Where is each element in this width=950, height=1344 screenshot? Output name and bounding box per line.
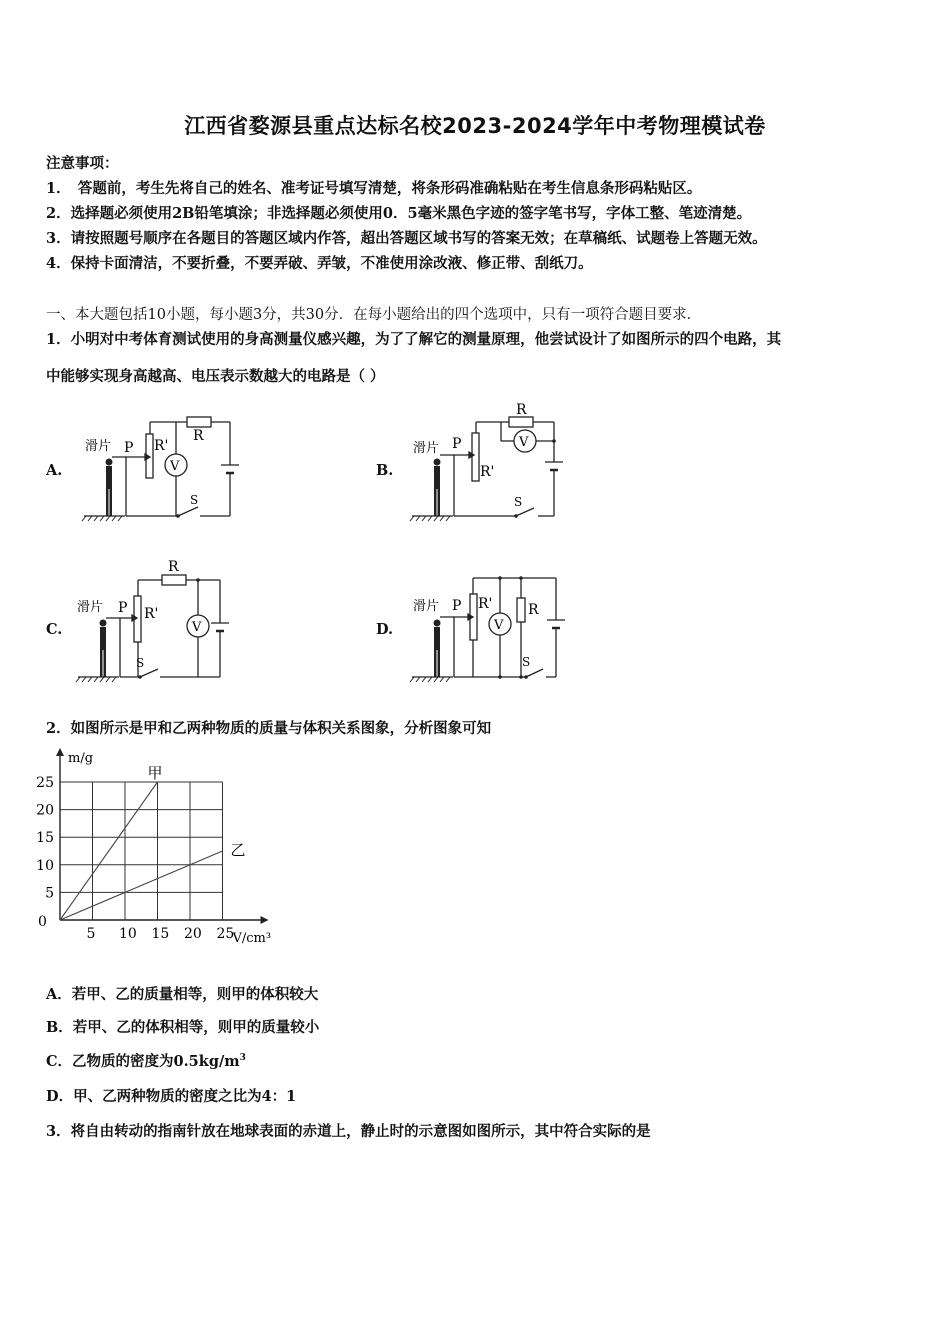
chart-series	[60, 764, 246, 920]
circuit-d-diagram	[408, 570, 578, 684]
y-tick-label: 20	[36, 802, 54, 819]
q3-stem: 3．将自由转动的指南针放在地球表面的赤道上，静止时的示意图如图所示，其中符合实际的是	[46, 1123, 651, 1140]
circuit-a-slider-label: 滑片	[85, 439, 112, 454]
circuit-a-rprime-label: R'	[154, 438, 169, 454]
mass-volume-chart	[36, 742, 300, 952]
circuit-b-diagram	[408, 400, 578, 523]
circuit-b-rprime-label: R'	[480, 464, 495, 480]
q2-choice-a: A．若甲、乙的质量相等，则甲的体积较大	[46, 986, 319, 1003]
circuit-b-r-label: R	[516, 402, 527, 418]
circuit-b-voltmeter-label: V	[519, 435, 529, 450]
chart-grid	[60, 782, 223, 920]
x-tick-label: 20	[184, 926, 202, 942]
notice-item-4: 4．保持卡面清洁，不要折叠，不要弄破、弄皱，不准使用涂改液、修正带、刮纸刀。	[46, 255, 593, 272]
q2-stem: 2．如图所示是甲和乙两种物质的质量与体积关系图象，分析图象可知	[46, 720, 492, 737]
circuit-c-rprime-label: R'	[144, 606, 159, 622]
circuit-d-rprime-label: R'	[478, 596, 493, 612]
circuit-c-voltmeter-label: V	[192, 620, 202, 635]
x-tick-label: 5	[86, 926, 96, 942]
q2-choice-d: D．甲、乙两种物质的密度之比为4：1	[46, 1088, 297, 1105]
x-tick-label: 15	[151, 926, 170, 942]
circuit-d-p-label: P	[452, 598, 462, 614]
x-tick-label: 25	[216, 926, 235, 942]
q1-option-b-label: B.	[376, 462, 394, 479]
circuit-b-slider-label: 滑片	[413, 441, 440, 456]
q1-option-c-label: C.	[46, 621, 63, 638]
x-tick-label: 10	[119, 926, 137, 942]
series-label-yi: 乙	[230, 841, 246, 859]
y-tick-label: 5	[45, 885, 54, 902]
circuit-c-r-label: R	[168, 559, 179, 575]
circuit-a-voltmeter-label: V	[170, 459, 180, 474]
circuit-d-voltmeter-label: V	[494, 618, 504, 633]
circuit-d-slider-label: 滑片	[413, 599, 440, 614]
circuit-d-switch-label: S	[522, 655, 531, 669]
series-label-jia: 甲	[147, 764, 163, 782]
circuit-c-switch-label: S	[136, 656, 145, 670]
y-tick-label: 15	[36, 830, 54, 847]
circuit-b-p-label: P	[452, 436, 462, 452]
circuit-a-r-label: R	[193, 428, 204, 444]
notice-item-1: 1． 答题前，考生先将自己的姓名、准考证号填写清楚，将条形码准确粘贴在考生信息条形码粘贴区。	[46, 180, 702, 197]
y-tick-label: 10	[36, 857, 54, 874]
y-axis-arrow	[56, 748, 64, 756]
circuit-d-r-label: R	[528, 602, 539, 618]
x-axis-arrow	[261, 916, 269, 924]
notice-heading: 注意事项：	[46, 155, 119, 172]
q2-choice-b: B．若甲、乙的体积相等，则甲的质量较小	[46, 1019, 320, 1036]
section-heading: 一、本大题包括10小题，每小题3分，共30分．在每小题给出的四个选项中，只有一项符合题目要求．	[46, 307, 702, 323]
chart-y-label: m/g	[68, 751, 94, 766]
notice-item-3: 3．请按照题号顺序在各题目的答题区域内作答，超出答题区域书写的答案无效；在草稿纸、试题卷上答题无效。	[46, 230, 767, 247]
chart-x-label: V/cm³	[232, 931, 272, 946]
circuit-c-diagram	[74, 556, 244, 684]
y-tick-label: 25	[36, 775, 54, 791]
x-tick-label: 0	[38, 914, 47, 930]
q1-stem-line2: 中能够实现身高越高、电压表示数越大的电路是（ ）	[46, 368, 385, 385]
circuit-a-p-label: P	[124, 440, 134, 456]
notice-item-2: 2．选择题必须使用2B铅笔填涂；非选择题必须使用0．5毫米黑色字迹的签字笔书写，字体工整、笔迹清楚。	[46, 205, 752, 222]
circuit-a-diagram	[80, 408, 250, 523]
circuit-c-slider-label: 滑片	[77, 600, 104, 615]
circuit-c-p-label: P	[118, 600, 128, 616]
q1-option-d-label: D.	[376, 621, 394, 638]
q1-stem-line1: 1．小明对中考体育测试使用的身高测量仪感兴趣，为了了解它的测量原理，他尝试设计了如图所示的四个电路，其	[46, 331, 782, 348]
q2-choice-c	[46, 1050, 246, 1071]
q2-choice-c-superscript: 3	[239, 1053, 246, 1064]
q1-option-a-label: A.	[46, 462, 63, 479]
page-title: 江西省婺源县重点达标名校2023-2024学年中考物理模试卷	[184, 114, 766, 138]
circuit-a-switch-label: S	[190, 493, 199, 507]
circuit-b-switch-label: S	[514, 495, 523, 509]
q2-choice-c-text: C．乙物质的密度为0.5kg/m	[46, 1053, 240, 1070]
